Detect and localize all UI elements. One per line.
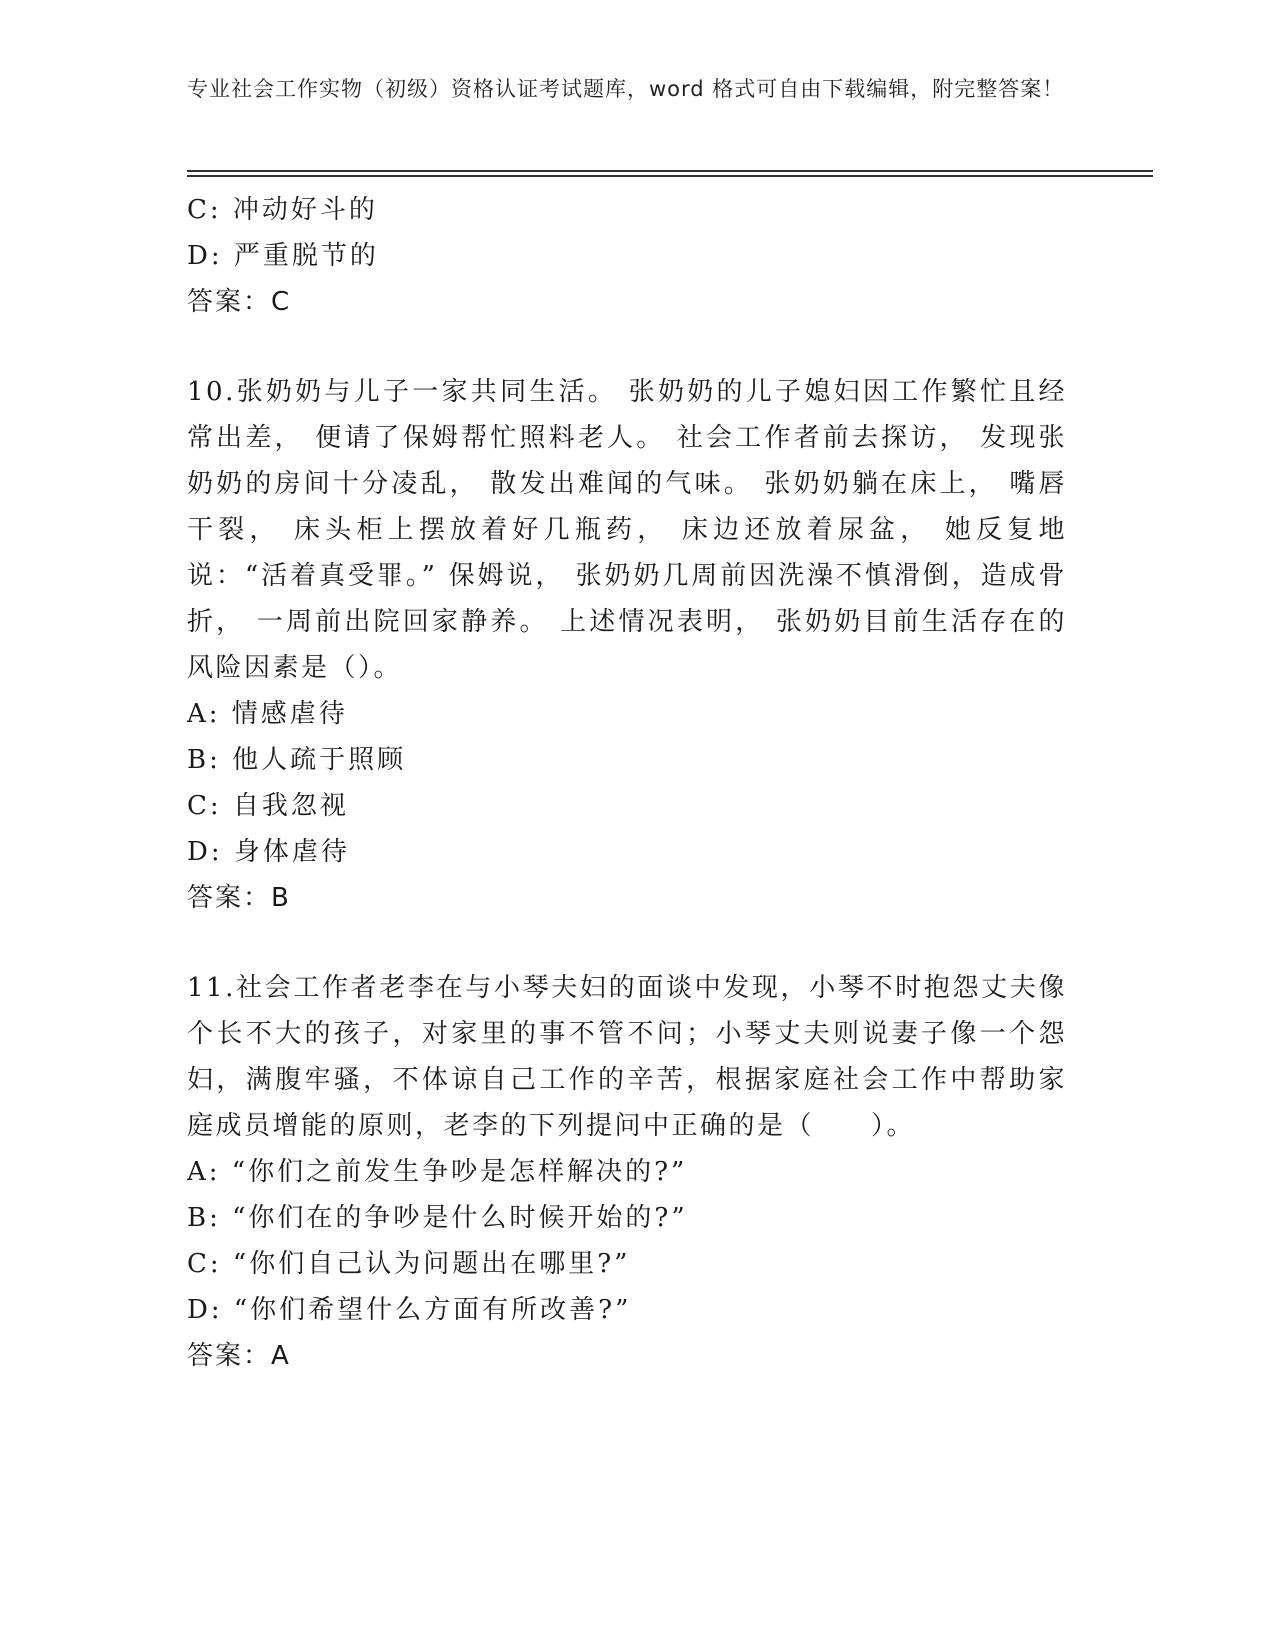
question-stem: 10.张奶奶与儿子一家共同生活。 张奶奶的儿子媳妇因工作繁忙且经常出差， 便请了保姆帮忙照料老人。 社会工作者前去探访， 发现张奶奶的房间十分凌乱， 散发出难闻的气味。 张奶奶躺在床上， 嘴唇干裂， 床头柜上摆放着好几瓶药， 床边还放着尿盆， 她反复地说：“活着真受罪。” 保姆说， 张奶奶几周前因洗澡不慎滑倒，造成骨折， 一周前出院回家静养。 上述情况表明， 张奶奶目前生活存在的风险因素是（）。 [187, 377, 1067, 683]
header-title: 专业社会工作实物（初级）资格认证考试题库，word 格式可自由下载编辑，附完整答案！ [187, 77, 1065, 101]
question-content [187, 187, 1067, 1379]
previous-question [187, 187, 1067, 325]
answer-label: 答案：B [187, 883, 291, 913]
question-11 [187, 965, 1067, 1379]
option-c: C: “你们自己认为问题出在哪里?” [187, 1249, 631, 1279]
answer-label: 答案：C [187, 287, 292, 317]
spacer [187, 921, 1067, 965]
header-divider-top [187, 170, 1153, 172]
document-header [187, 74, 1067, 105]
option-a: A: “你们之前发生争吵是怎样解决的?” [187, 1157, 688, 1187]
option-b: B: 他人疏于照顾 [187, 745, 407, 775]
question-stem: 11.社会工作者老李在与小琴夫妇的面谈中发现，小琴不时抱怨丈夫像个长不大的孩子，对家里的事不管不问；小琴丈夫则说妻子像一个怨妇，满腹牢骚，不体谅自己工作的辛苦，根据家庭社会工作中帮助家庭成员增能的原则，老李的下列提问中正确的是（ ）。 [187, 973, 1067, 1141]
option-d: D: 严重脱节的 [187, 241, 379, 271]
header-divider-bottom [187, 175, 1153, 177]
option-c: C: 冲动好斗的 [187, 195, 378, 225]
spacer [187, 325, 1067, 369]
question-10 [187, 369, 1067, 921]
answer-label: 答案：A [187, 1341, 291, 1371]
option-b: B: “你们在的争吵是什么时候开始的?” [187, 1203, 688, 1233]
option-d: D: 身体虐待 [187, 837, 350, 867]
option-d: D: “你们希望什么方面有所改善?” [187, 1295, 632, 1325]
option-a: A: 情感虐待 [187, 699, 348, 729]
option-c: C: 自我忽视 [187, 791, 349, 821]
